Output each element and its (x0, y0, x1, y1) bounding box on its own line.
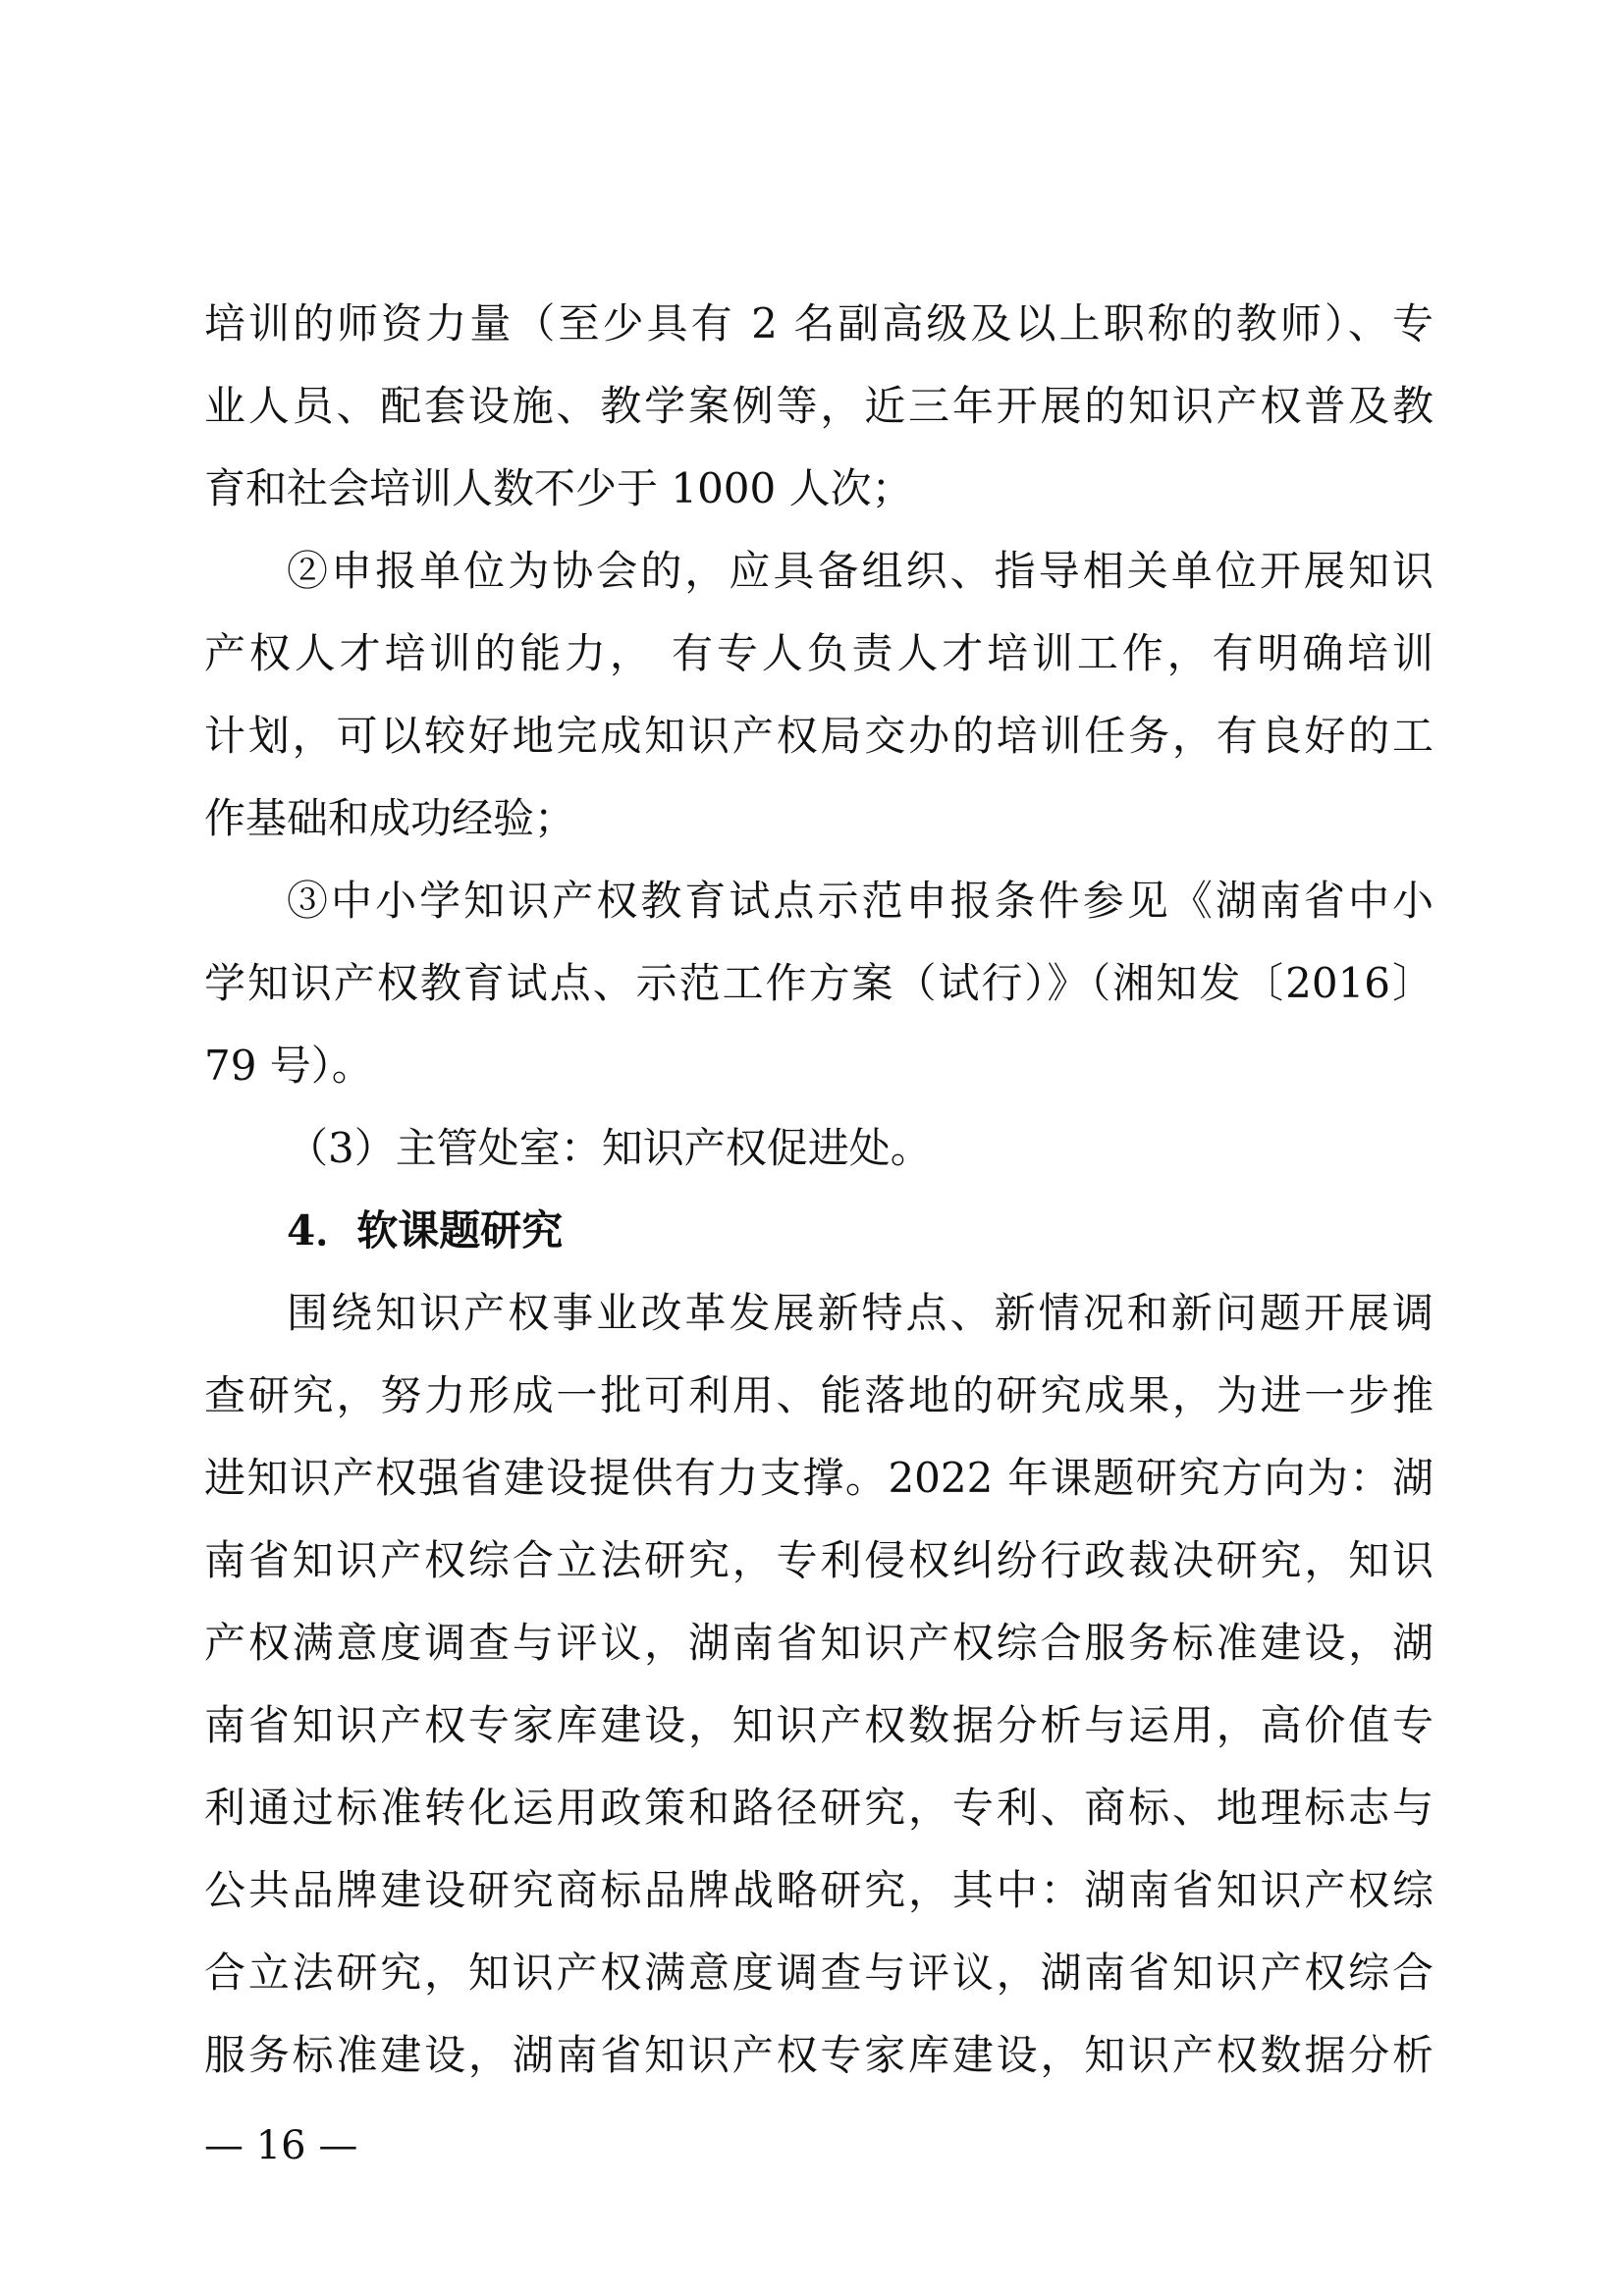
text-line: 业人员、配套设施、教学案例等，近三年开展的知识产权普及教 (204, 382, 1434, 430)
text-line: 查研究，努力形成一批可利用、能落地的研究成果，为进一步推 (204, 1371, 1434, 1419)
text-line: 计划，可以较好地完成知识产权局交办的培训任务，有良好的工 (204, 712, 1434, 760)
text-line: ③中小学知识产权教育试点示范申报条件参见《湖南省中小 (287, 877, 1434, 925)
text-line: 利通过标准转化运用政策和路径研究，专利、商标、地理标志与 (204, 1784, 1434, 1832)
text-line: 培训的师资力量（至少具有 2 名副高级及以上职称的教师）、专 (204, 299, 1434, 347)
text-line: 产权满意度调查与评议，湖南省知识产权综合服务标准建设，湖 (204, 1619, 1434, 1667)
text-line: 学知识产权教育试点、示范工作方案（试行）》（湘知发〔2016〕 (204, 959, 1434, 1007)
text-line: 服务标准建设，湖南省知识产权专家库建设，知识产权数据分析 (204, 2031, 1434, 2079)
text-line: 南省知识产权专家库建设，知识产权数据分析与运用，高价值专 (204, 1701, 1434, 1749)
text-line: 合立法研究，知识产权满意度调查与评议，湖南省知识产权综合 (204, 1949, 1434, 1997)
text-line: 作基础和成功经验； (204, 794, 576, 842)
text-line: 育和社会培训人数不少于 1000 人次； (204, 464, 913, 512)
text-line: 南省知识产权综合立法研究，专利侵权纠纷行政裁决研究，知识 (204, 1536, 1434, 1584)
text-line: 公共品牌建设研究商标品牌战略研究，其中：湖南省知识产权综 (204, 1866, 1434, 1914)
page-number: — 16 — (204, 2123, 358, 2168)
text-line: 进知识产权强省建设提供有力支撑。2022 年课题研究方向为：湖 (204, 1454, 1434, 1502)
text-line: （3）主管处室：知识产权促进处。 (287, 1124, 932, 1172)
text-line: 79 号）。 (204, 1041, 373, 1090)
section-heading: 4．软课题研究 (287, 1206, 564, 1255)
text-line: 产权人才培训的能力， 有专人负责人才培训工作，有明确培训 (204, 629, 1434, 677)
text-line: 围绕知识产权事业改革发展新特点、新情况和新问题开展调 (287, 1289, 1434, 1337)
text-line: ②申报单位为协会的，应具备组织、指导相关单位开展知识 (287, 547, 1434, 595)
